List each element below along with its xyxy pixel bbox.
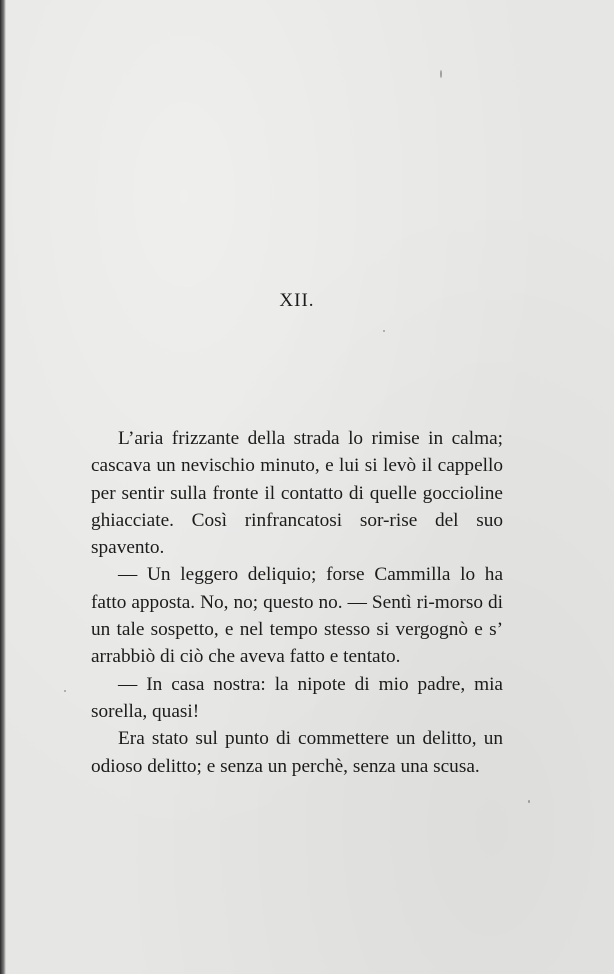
paper-speck (440, 70, 442, 78)
paper-speck (528, 800, 530, 803)
page-spine-shadow (0, 0, 6, 974)
paragraph-4: Era stato sul punto di commettere un delitto, un odioso delitto; e senza un perchè, senza una scusa. (91, 728, 503, 777)
chapter-heading: XII. (279, 290, 315, 311)
paragraph-3: — In casa nostra: la nipote di mio padre, mia sorella, quasi! (91, 673, 503, 722)
paragraph-2: — Un leggero deliquio; forse Cammilla lo ha fatto apposta. No, no; questo no. — Sentì ri-morso di un tale sospetto, e nel tempo stesso si vergognò e s’ arrabbiò di ciò che aveva fatto e tentato. (91, 564, 503, 668)
paper-speck (64, 690, 66, 692)
paper-speck (383, 330, 385, 332)
paragraph-1: L’aria frizzante della strada lo rimise in calma; cascava un nevischio minuto, e lui si levò il cappello per sentir sulla fronte il contatto di quelle goccioline ghiacciate. Così rinfrancatosi sor-rise del suo spavento. (91, 428, 503, 559)
chapter-text (91, 425, 503, 780)
